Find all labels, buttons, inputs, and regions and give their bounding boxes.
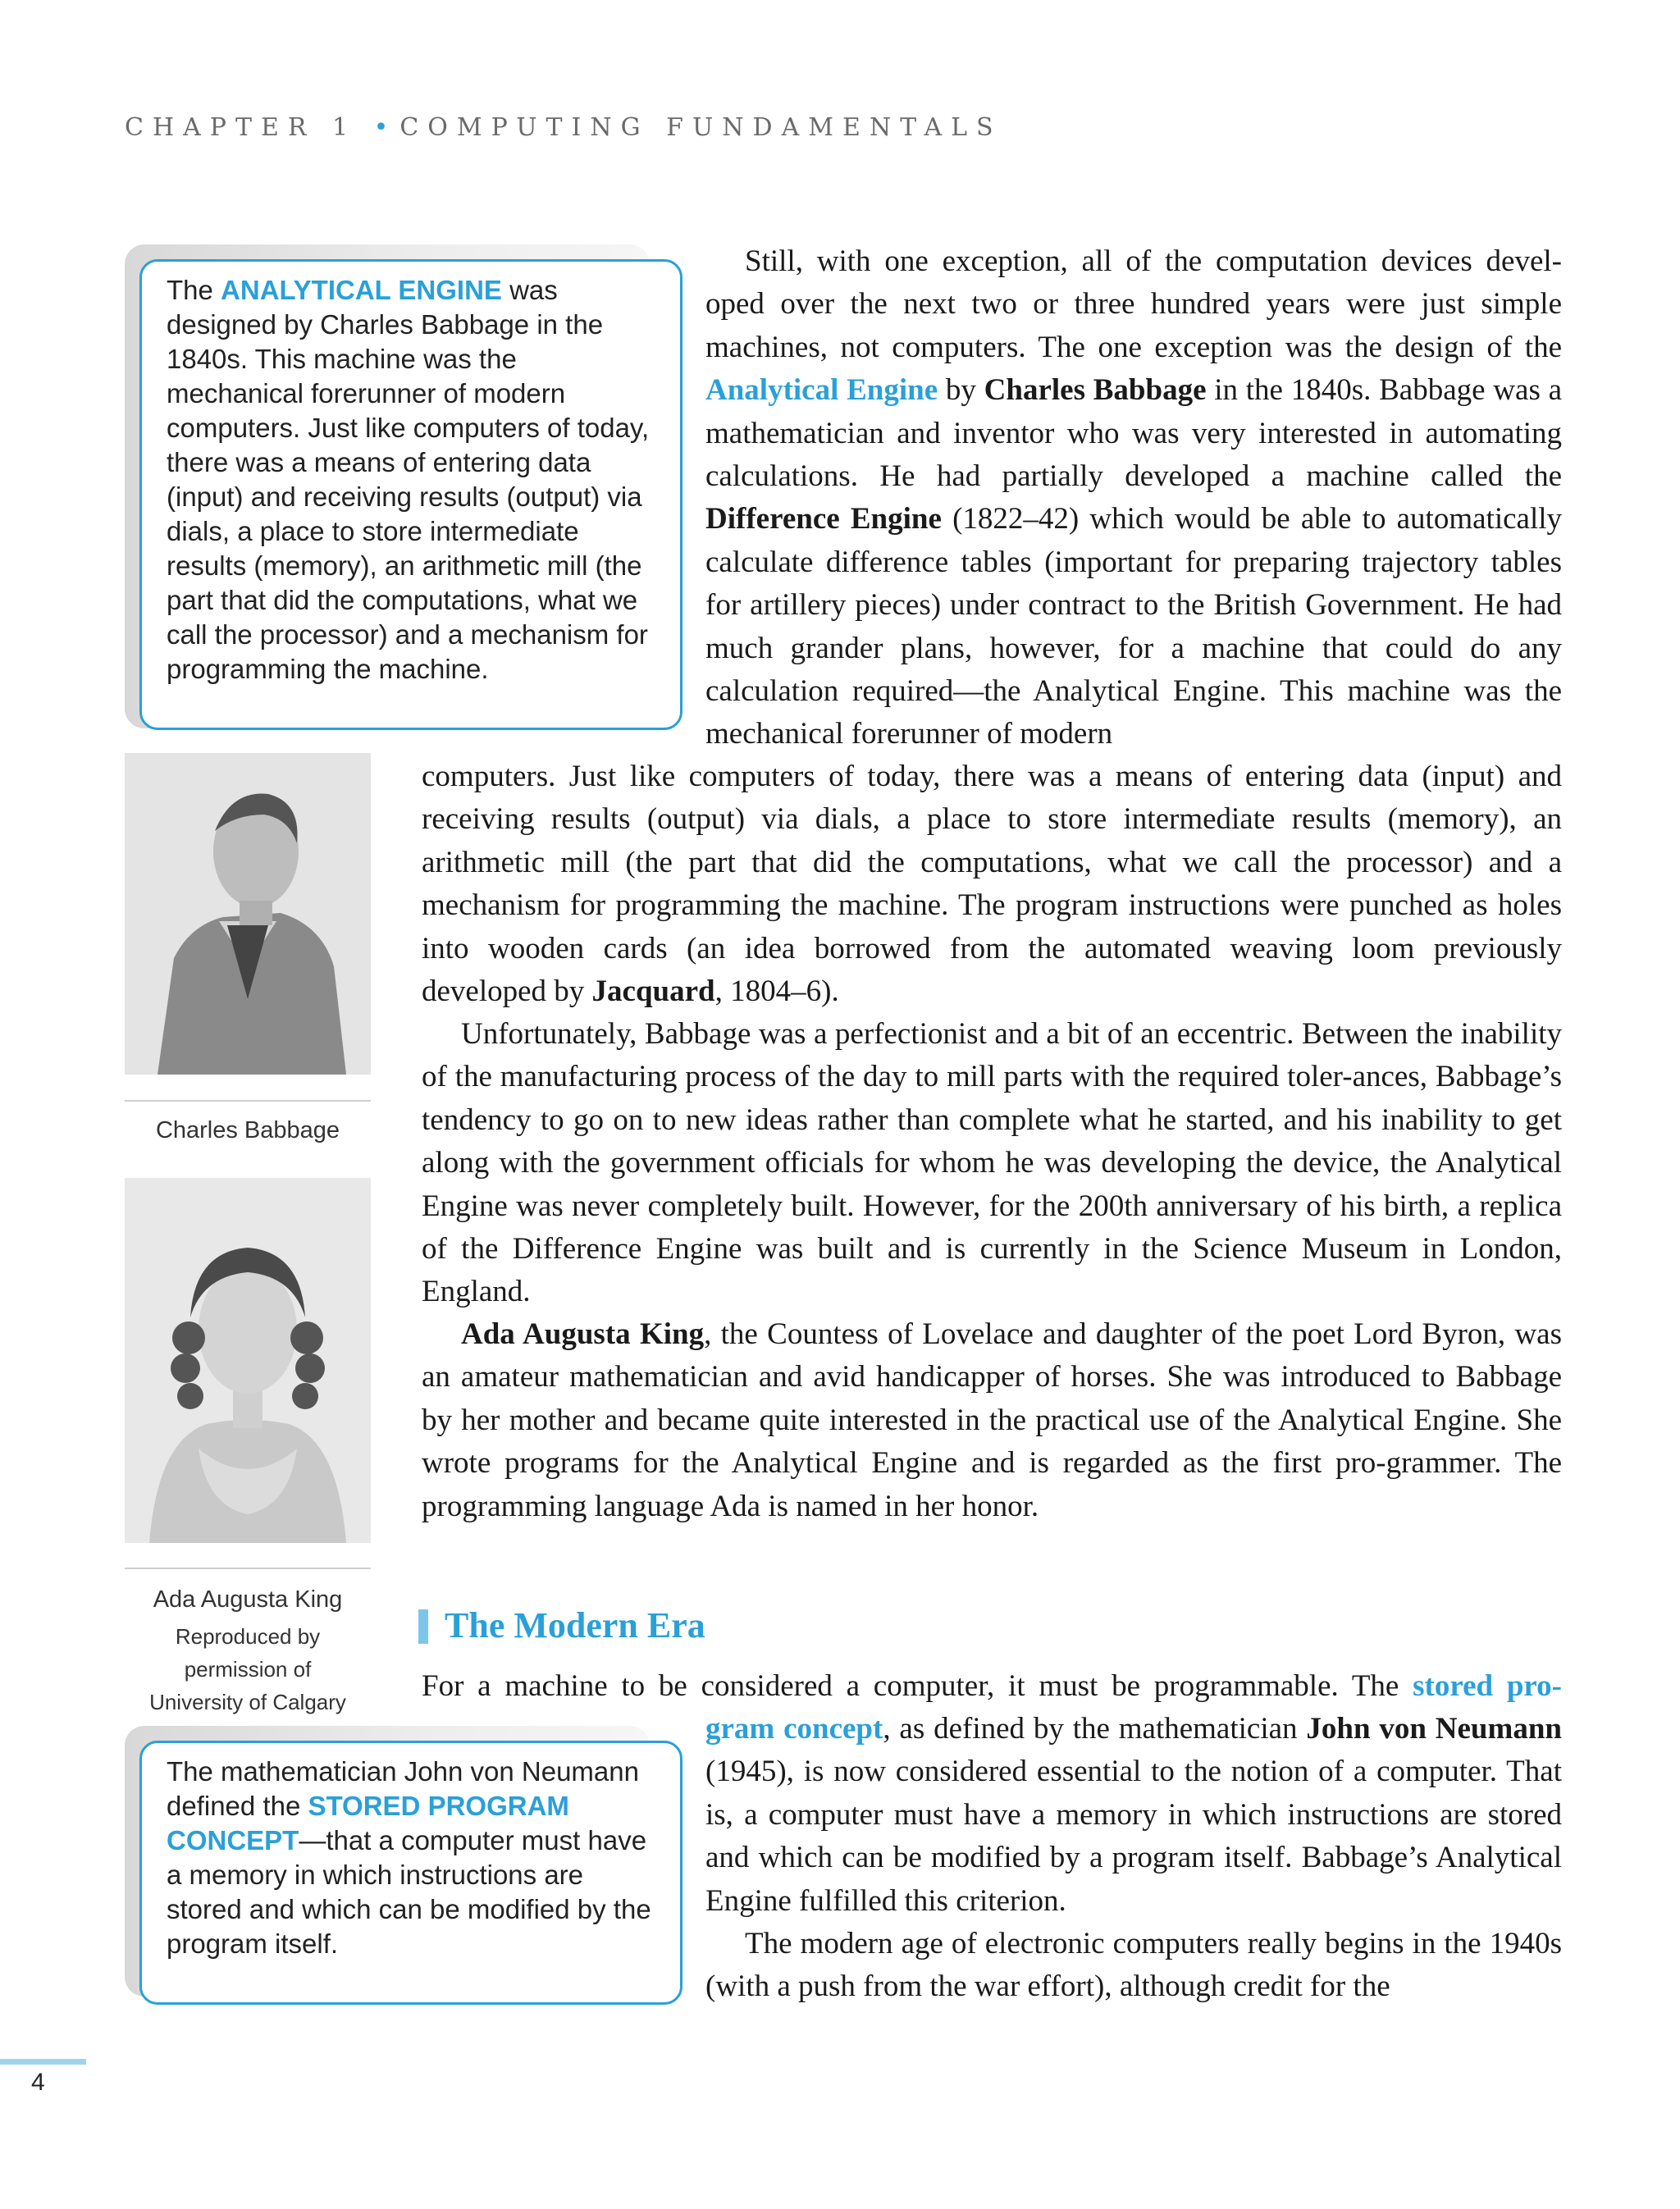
paragraph-modern-era-line1 xyxy=(422,1665,1562,1708)
para-text: by xyxy=(938,373,984,408)
caption-rule xyxy=(125,1568,371,1569)
section-heading-bar xyxy=(418,1609,428,1644)
callout-text-post: —that a computer must have a memory in which instructions are stored and which can be modified by the program itself. xyxy=(167,1825,651,1959)
analytical-engine-callout xyxy=(139,259,682,730)
para-text: in the 1840s. Babbage was a mathematician and inventor who was very interested in automating calculations. He had partially developed a machine called the xyxy=(705,373,1563,494)
para-text: , 1804–6). xyxy=(714,974,839,1009)
ada-credit-line-3: University of Calgary xyxy=(149,1690,346,1714)
babbage-caption: Charles Babbage xyxy=(155,1117,340,1143)
para-text: computers. Just like computers of today, there was a means of entering data (input) and receiving results (output) via dials, a place to store intermediate results (memory), an arithmetic mill (the part that did the computations, what we call the processor) and a mechanism for programming the machine. The program instructions were punched as holes into wooden cards (an idea borrowed from the automated weaving loom previously developed by xyxy=(422,760,1562,1009)
para-text: (1945), is now considered essential to the notion of a computer. That is, a computer must have a memory in which instructions are stored and which can be modified by a program itself. Babbage’s Analytical Engine fulfilled this criterion. xyxy=(705,1755,1562,1918)
page-number: 4 xyxy=(31,2069,45,2096)
running-head xyxy=(125,113,1002,142)
para-text: Still, with one exception, all of the computation devices devel-oped over the next two or three hundred years were just simple machines, not computers. The one exception was the design of the xyxy=(705,244,1562,364)
para-text: , as defined by the mathematician xyxy=(883,1712,1307,1746)
term-ada-augusta-king: Ada Augusta King xyxy=(461,1317,705,1351)
ada-credit-line-1: Reproduced by xyxy=(175,1624,321,1649)
paragraph-modern-age: The modern age of electronic computers really begins in the 1940s (with a push from the war effort), although credit for the xyxy=(705,1927,1562,2004)
term-stored-program: stored pro- xyxy=(1413,1669,1562,1703)
section-heading-modern-era: The Modern Era xyxy=(445,1605,705,1645)
caption-rule xyxy=(125,1100,371,1102)
term-charles-babbage: Charles Babbage xyxy=(984,373,1207,408)
chapter-label: CHAPTER 1 xyxy=(125,113,358,142)
callout-text-post: was designed by Charles Babbage in the 1840s. This machine was the mechanical forerunner of modern computers. Just like computers of today, there was a means of entering data (input) and receiving results (output) via dials, a place to store intermediate results (memory), an arithmetic mill (the part that did the computations, what we call the processor) and a mechanism for programming the machine. xyxy=(167,275,650,684)
paragraph-unfortunately: Unfortunately, Babbage was a perfectionist and a bit of an eccentric. Between the inability of the manufacturing process of the day to mill parts with the required toler-ances, Babbage’s tendency to go on to new ideas rather than complete what he started, and his inability to get along with the government officials for whom he was developing the device, the Analytical Engine was never completely built. However, for the 200th anniversary of his birth, a replica of the Difference Engine was built and is currently in the Science Museum in London, England. xyxy=(422,1017,1562,1309)
paragraph-modern-era xyxy=(705,1708,1562,1923)
stored-program-callout xyxy=(139,1741,682,2005)
term-john-von-neumann: John von Neumann xyxy=(1306,1712,1562,1746)
callout-term: STORED PROGRAM CONCEPT xyxy=(167,1791,569,1855)
para-text: For a machine to be considered a computer, it must be programmable. The xyxy=(422,1669,1413,1703)
para-text: , the Countess of Lovelace and daughter of the poet Lord Byron, was an amateur mathematician and avid handicapper of horses. She was introduced to Babbage by her mother and became quite interested in the practical use of the Analytical Engine. She wrote programs for the Analytical Engine and is regarded as the first pro-grammer. The programming language Ada is named in her honor. xyxy=(422,1317,1562,1523)
callout-term: ANALYTICAL ENGINE xyxy=(221,275,502,305)
ada-credit-line-2: permission of xyxy=(184,1657,312,1682)
term-stored-program-cont: gram concept xyxy=(705,1712,883,1746)
paragraph-babbage xyxy=(705,240,1562,756)
term-analytical-engine: Analytical Engine xyxy=(705,373,938,408)
ada-caption: Ada Augusta King xyxy=(153,1586,343,1613)
para-text: (1822–42) which would be able to automatically calculate difference tables (important for preparing trajectory tables for artillery pieces) under contract to the British Government. He had much grander plans, however, for a machine that could do any calculation required—the Analytical Engine. This machine was the mechanical forerunner of modern xyxy=(705,502,1563,751)
callout-text xyxy=(167,273,660,687)
callout-text xyxy=(167,1755,660,1961)
callout-text-pre: The xyxy=(167,275,221,305)
paragraph-ada xyxy=(422,1313,1562,1528)
running-head-bullet: • xyxy=(373,113,389,142)
ada-augusta-king-portrait xyxy=(125,1178,371,1543)
chapter-title: COMPUTING FUNDAMENTALS xyxy=(399,113,1002,142)
term-difference-engine: Difference Engine xyxy=(705,502,942,536)
term-jacquard: Jacquard xyxy=(591,974,715,1009)
callout-text-pre: The mathematician John von Neumann defined the xyxy=(167,1756,639,1821)
page-number-tab xyxy=(0,2059,86,2065)
paragraph-babbage-continued xyxy=(422,755,1562,1013)
charles-babbage-portrait xyxy=(125,753,371,1075)
